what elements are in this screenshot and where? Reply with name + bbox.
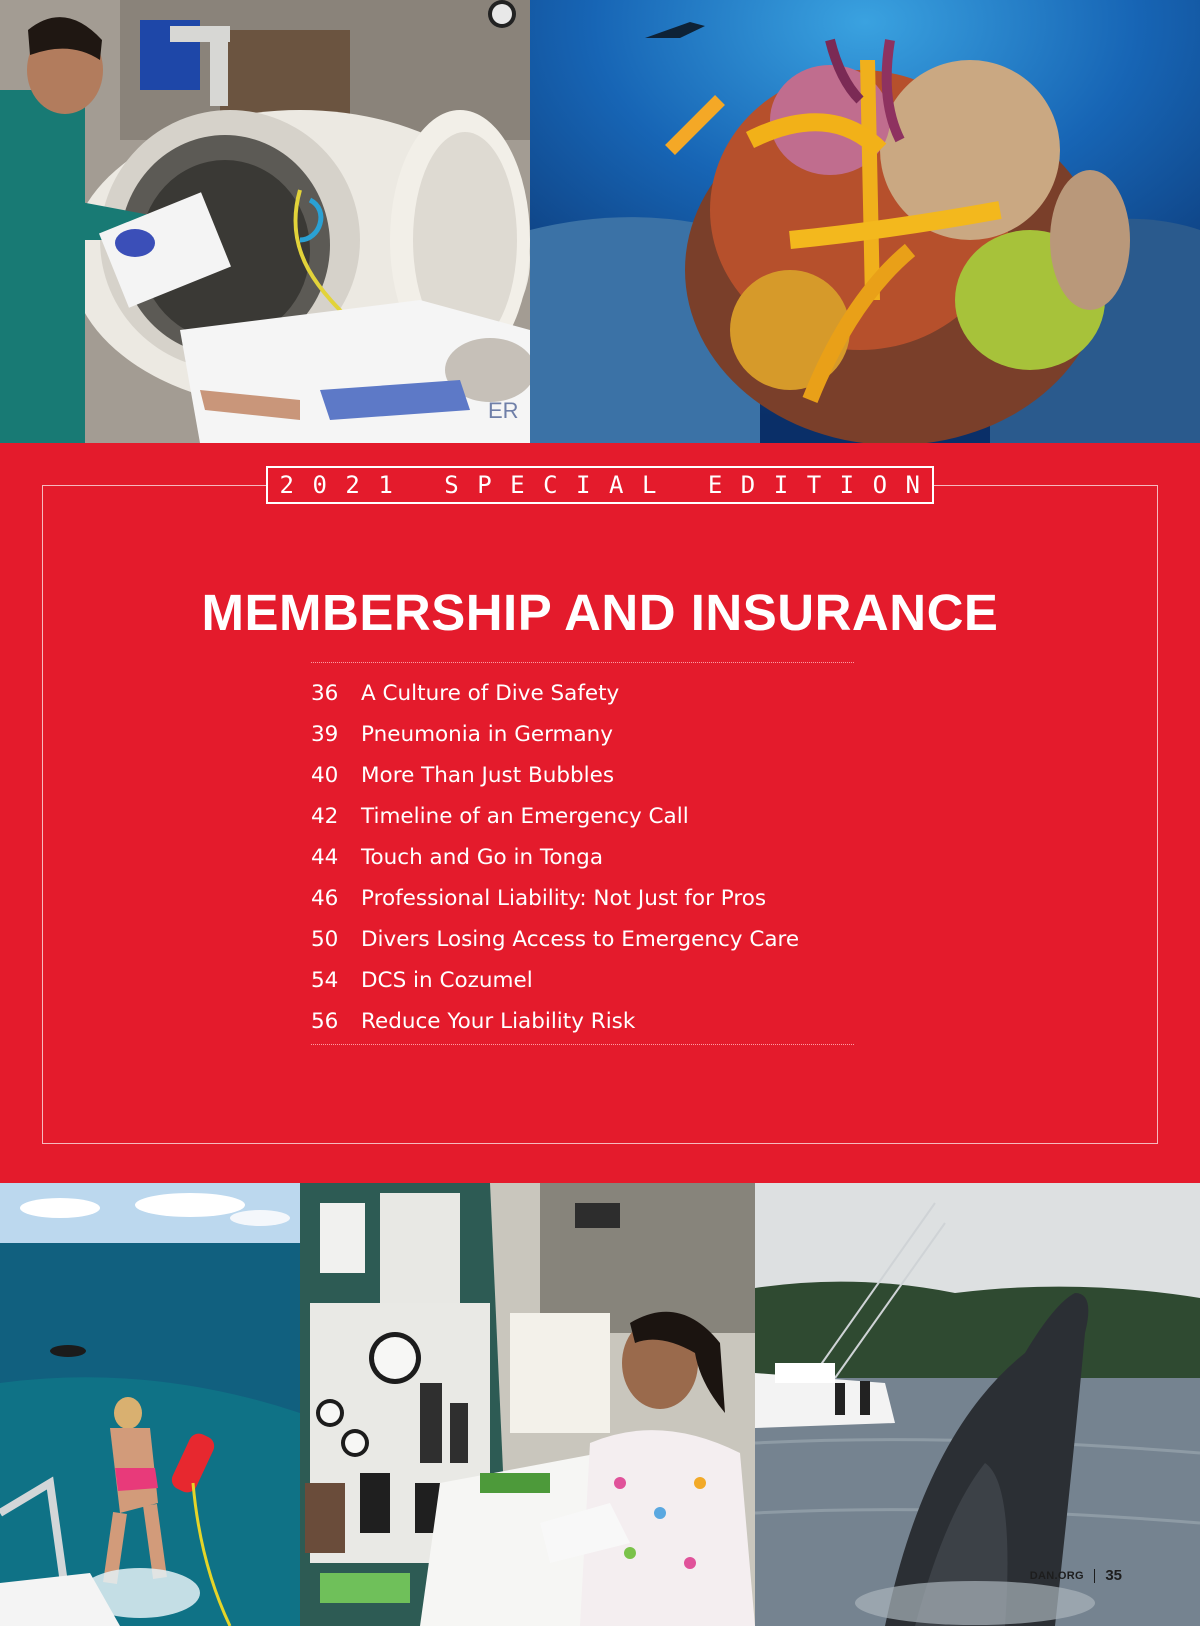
toc-list [311,673,799,1042]
toc-page-number: 39 [311,722,339,747]
toc-article-title: Touch and Go in Tonga [361,845,603,870]
toc-article-title: Pneumonia in Germany [361,722,614,747]
table-of-contents-panel [0,443,1200,1183]
chamber-marking: ER [488,398,519,423]
folio-separator [1094,1569,1096,1583]
folio-page-number: 35 [1105,1567,1122,1584]
toc-article-title: More Than Just Bubbles [361,763,615,788]
folio-site: DAN.ORG [1029,1569,1084,1582]
toc-page-number: 40 [311,763,339,788]
hyperbaric-chamber-illustration [0,0,530,443]
toc-page-number: 46 [311,886,339,911]
photo-breaching-whale [755,1183,1200,1626]
toc-item[interactable] [311,673,799,714]
toc-item[interactable] [311,960,799,1001]
toc-article-title: Divers Losing Access to Emergency Care [361,927,800,952]
bottom-dotted-rule [311,1044,854,1045]
coral-reef-illustration [530,0,1200,443]
toc-article-title: Timeline of an Emergency Call [361,804,689,829]
toc-page-number: 42 [311,804,339,829]
toc-page-number: 54 [311,968,339,993]
photo-chamber-operator [300,1183,755,1626]
edition-label: 2021 SPECIAL EDITION [279,471,939,499]
toc-item[interactable] [311,714,799,755]
chamber-control-panel-illustration [300,1183,755,1626]
toc-page-number: 44 [311,845,339,870]
toc-article-title: Professional Liability: Not Just for Pros [361,886,767,911]
toc-item[interactable] [311,1001,799,1042]
photo-swimmer-in-ocean [0,1183,300,1626]
photo-coral-reef [530,0,1200,443]
toc-page-number: 36 [311,681,339,706]
toc-item[interactable] [311,796,799,837]
edition-banner [266,466,939,504]
photo-hyperbaric-chamber [0,0,530,443]
toc-item[interactable] [311,919,799,960]
toc-article-title: DCS in Cozumel [361,968,533,993]
toc-item[interactable] [311,878,799,919]
section-title: MEMBERSHIP AND INSURANCE [201,584,999,641]
breaching-whale-illustration [755,1183,1200,1626]
toc-article-title: Reduce Your Liability Risk [361,1009,636,1034]
toc-article-title: A Culture of Dive Safety [361,681,620,706]
top-dotted-rule [311,662,854,663]
toc-item[interactable] [311,837,799,878]
toc-item[interactable] [311,755,799,796]
swimmer-illustration [0,1183,300,1626]
toc-page-number: 56 [311,1009,339,1034]
toc-page-number: 50 [311,927,339,952]
page-folio [1030,1567,1122,1584]
